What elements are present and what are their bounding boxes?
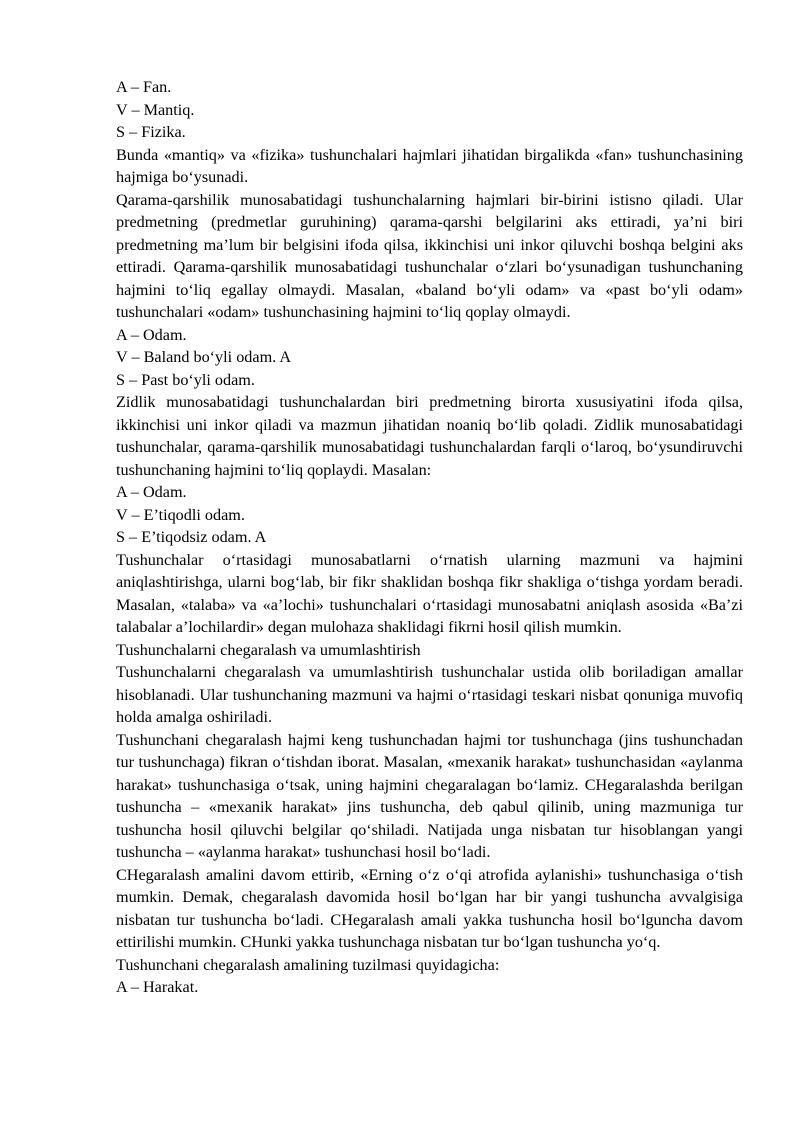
paragraph-operations: Tushunchalarni chegaralash va umumlashtirish tushunchalar ustida olib boriladigan amallar hisoblanadi. Ular tushunchaning mazmuni va hajmi o‘rtasidagi teskari nisbat qonuniga muvofiq holda amalga oshiriladi. <box>116 663 743 726</box>
list-item-a-odam-2: A – Odam. <box>116 483 187 501</box>
list-item-a-odam: A – Odam. <box>116 325 187 344</box>
paragraph-limitation-continued: CHegaralash amalini davom ettirib, «Erning o‘z o‘qi atrofida aylanishi» tushunchasiga o‘tish mumkin. Demak, chegaralash davomida hosil bo‘lgan har bir yangi tushuncha avvalgisiga nisbatan tur tushuncha bo‘ladi. CHegaralash amali yakka tushuncha hosil bo‘lguncha davom ettirilishi mumkin. CHunki yakka tushunchaga nisbatan tur bo‘lgan tushuncha yo‘q. <box>116 865 743 951</box>
paragraph-limitation-definition: Tushunchani chegaralash hajmi keng tushunchadan hajmi tor tushunchaga (jins tushunchadan tur tushunchaga) fikran o‘tishdan iborat. Masalan, «mexanik harakat» tushunchasidan «aylanma harakat» tushunchasiga o‘tsak, uning hajmini chegaralagan bo‘lamiz. CHegaralashda berilgan tushuncha – «mexanik harakat» jins tushuncha, deb qabul qilinib, uning mazmuniga tur tushuncha hosil qiluvchi belgilar qo‘shiladi. Natijada unga nisbatan tur hisoblangan yangi tushuncha – «aylanma harakat» tushunchasi hosil bo‘ladi. <box>116 730 743 861</box>
paragraph-subordination: Bunda «mantiq» va «fizika» tushunchalari hajmlari jihatidan birgalikda «fan» tushunchasining hajmiga bo‘ysunadi. <box>116 145 743 186</box>
list-item-a-fan: A – Fan. <box>116 78 172 96</box>
list-item-v-baland: V – Baland bo‘yli odam. A <box>116 348 292 366</box>
list-item-s-fizika: S – Fizika. <box>116 123 186 141</box>
paragraph-relations-purpose: Tushunchalar o‘rtasidagi munosabatlarni o‘rnatish ularning mazmuni va hajmini aniqlashtirishga, ularni bog‘lab, bir fikr shaklidan boshqa fikr shakliga o‘tishga yordam beradi. Masalan, «talaba» va «a’lochi» tushunchalari o‘rtasidagi munosabatni aniqlash asosida «Ba’zi talabalar a’lochilardir» degan mulohaza shaklidagi fikrni hosil qilish mumkin. <box>116 550 743 636</box>
list-item-v-etiqodli: V – E’tiqodli odam. <box>116 505 245 524</box>
list-item-v-mantiq: V – Mantiq. <box>116 100 195 119</box>
paragraph-contradiction-relation: Zidlik munosabatidagi tushunchalardan biri predmetning birorta xususiyatini ifoda qilsa, ikkinchisi uni inkor qiladi va mazmun jihatidan noaniq bo‘lib qoladi. Zidlik munosabatidagi tushunchalar, qarama-qarshilik munosabatidagi tushunchalardan farqli o‘laroq, bo‘ysundiruvchi tushunchaning hajmini to‘liq qoplaydi. Masalan: <box>116 393 743 479</box>
list-item-s-etiqodsiz: S – E’tiqodsiz odam. A <box>116 528 267 546</box>
paragraph-structure-intro: Tushunchani chegaralash amalining tuzilmasi quyidagicha: <box>116 955 500 974</box>
list-item-s-past: S – Past bo‘yli odam. <box>116 370 255 389</box>
document-page <box>116 76 743 999</box>
section-heading: Tushunchalarni chegaralash va umumlashtirish <box>116 640 421 659</box>
paragraph-contrary-relation: Qarama-qarshilik munosabatidagi tushunchalarning hajmlari bir-birini istisno qiladi. Ular predmetning (predmetlar guruhining) qarama-qarshi belgilarini aks ettiradi, ya’ni biri predmetning ma’lum bir belgisini ifoda qilsa, ikkinchisi uni inkor qiluvchi boshqa belgini aks ettiradi. Qarama-qarshilik munosabatidagi tushunchalar o‘zlari bo‘ysunadigan tushunchaning hajmini to‘liq egallay olmaydi. Masalan, «baland bo‘yli odam» va «past bo‘yli odam» tushunchalari «odam» tushunchasining hajmini to‘liq qoplay olmaydi. <box>116 190 743 321</box>
list-item-a-harakat: A – Harakat. <box>116 978 199 996</box>
